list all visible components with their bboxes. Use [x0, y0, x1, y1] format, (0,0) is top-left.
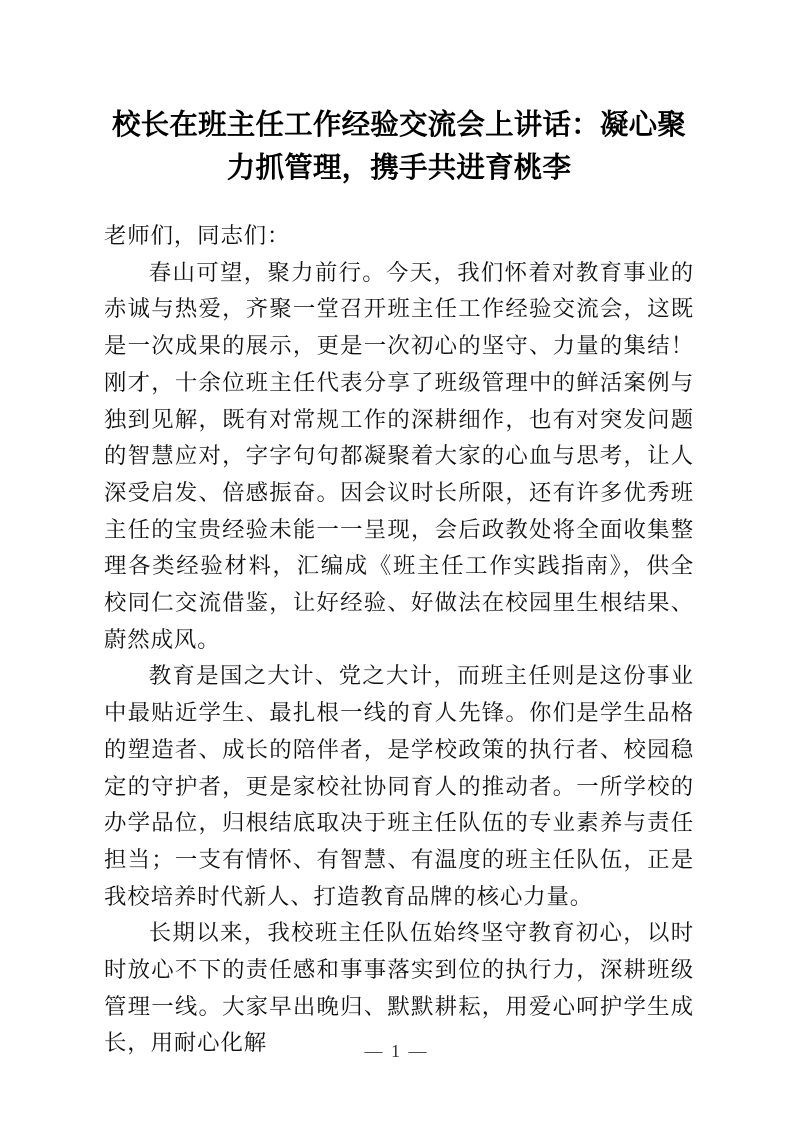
page-title-line-1: 校长在班主任工作经验交流会上讲话：凝 [111, 110, 629, 141]
paragraph-opening: 春山可望，聚力前行。今天，我们怀着对教育事业的赤诚与热爱，齐聚一堂召开班主任工作经验交流会，这既是一次成果的展示，更是一次初心的坚守、力量的集结！刚才，十余位班主任代表分享了班级管理中的鲜活案例与独到见解，既有对常规工作的深耕细作，也有对突发问题的智慧应对，字字句句都凝聚着大家的心血与思考，让人深受启发、倍感振奋。因会议时长所限，还有许多优秀班主任的宝贵经验未能一一呈现，会后政教处将全面收集整理各类经验材料，汇编成《班主任工作实践指南》，供全校同仁交流借鉴，让好经验、好做法在校园里生根结果、蔚然成风。 [104, 259, 694, 652]
paragraph-education-vision: 教育是国之大计、党之大计，而班主任则是这份事业中最贴近学生、最扎根一线的育人先锋。你们是学生品格的塑造者、成长的陪伴者，是学校政策的执行者、校园稳定的守护者，更是家校社协同育人的推动者。一所学校的办学品位，归根结底取决于班主任队伍的专业素养与责任担当；一支有情怀、有智慧、有温度的班主任队伍，正是我校培养时代新人、打造教育品牌的核心力量。 [104, 663, 694, 909]
document-body [104, 0, 694, 1062]
document-content [104, 190, 694, 1062]
paragraph-salutation: 老师们，同志们： [104, 223, 291, 248]
paragraph-long-term-dedication: 长期以来，我校班主任队伍始终坚守教育初心，以时时放心不下的责任感和事事落实到位的执行力，深耕班级管理一线。大家早出晚归、默默耕耘，用爱心呵护学生成长，用耐心化解 [104, 920, 694, 1056]
page-title [104, 0, 694, 190]
page-title-line-2: 心聚力抓管理，携手共进育桃李 [226, 110, 686, 184]
page-footer [0, 1040, 793, 1062]
page-number: — 1 — [364, 1041, 429, 1061]
